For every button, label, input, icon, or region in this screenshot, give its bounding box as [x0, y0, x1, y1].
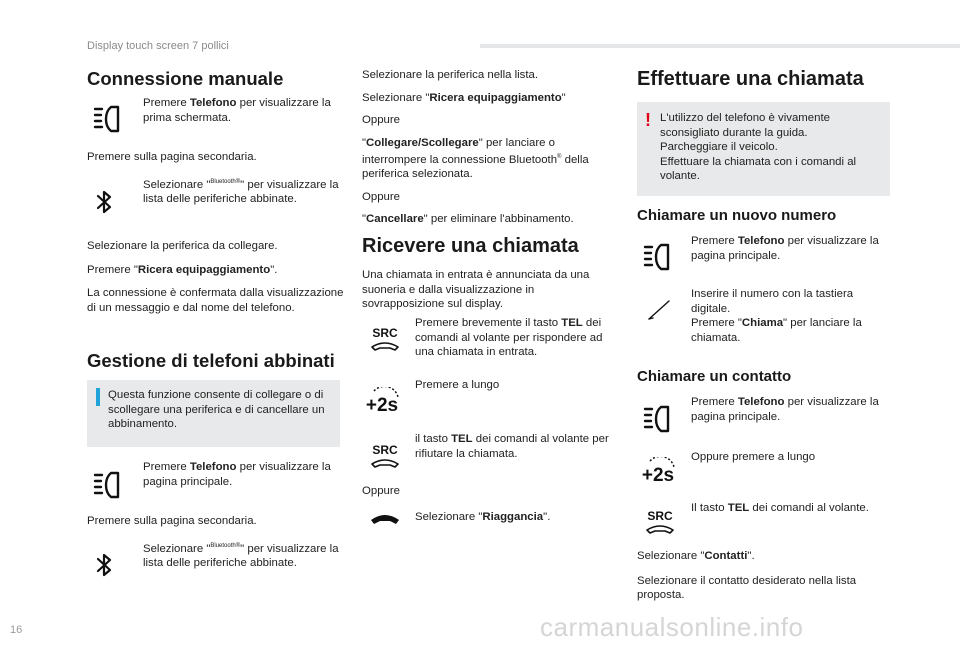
text-select-contact: Selezionare il contatto desiderato nella lista proposta. — [637, 574, 857, 601]
svg-text:SRC: SRC — [647, 509, 673, 523]
text-select-ricera: Selezionare "Ricera equipaggiamento" — [362, 91, 566, 104]
text-cancellare: "Cancellare" per eliminare l'abbinamento. — [362, 213, 574, 226]
text-secondary-page-2: Premere sulla pagina secondaria. — [87, 515, 257, 527]
section-title-paired-phones: Gestione di telefoni abbinati — [87, 350, 335, 371]
info-text: Questa funzione consente di collegare o di scollegare una periferica e di cancellare un abbinamento. — [108, 389, 325, 430]
text-incoming-call-intro: Una chiamata in entrata è annunciata da una suoneria e dalla visualizzazione in sovrapposizione sul display. — [362, 269, 590, 310]
phone-icon — [91, 103, 123, 135]
step-enter-number: Inserire il numero con la tastiera digitale. Premere "Chiama" per lanciare la chiamata. — [691, 288, 862, 344]
step-press-telefono-1: Premere Telefono per visualizzare la prima schermata. — [143, 97, 331, 124]
text-select-device: Selezionare la periferica da collegare. — [87, 240, 278, 252]
text-or-3: Oppure — [362, 485, 400, 497]
step-press-telefono-2: Premere Telefono per visualizzare la pagina principale. — [143, 461, 331, 488]
text-or-2: Oppure — [362, 190, 400, 203]
text-collegare: "Collegare/Scollegare" per lanciare o interrompere la connessione Bluetooth® della periferica selezionata. — [362, 136, 589, 181]
phone-icon — [91, 469, 123, 501]
bluetooth-icon — [96, 552, 114, 578]
watermark: carmanualsonline.info — [540, 612, 804, 642]
step-reject-call: il tasto TEL dei comandi al volante per rifiutare la chiamata. — [415, 433, 609, 460]
text-select-contatti: Selezionare "Contatti". — [637, 550, 755, 562]
text-connection-confirmed: La connessione è confermata dalla visualizzazione di un messaggio e dal nome del telefono. — [87, 287, 344, 314]
svg-text:+2s: +2s — [365, 395, 399, 416]
step-select-bluetooth-1: Selezionare "$^{Bluetooth®}$" per visualizzare la lista delle periferiche abbinate. — [143, 178, 339, 206]
page-number: 16 — [10, 624, 23, 636]
pen-icon — [645, 297, 675, 323]
phone-icon — [641, 403, 673, 435]
src-button-icon — [368, 325, 402, 355]
step-long-press: Premere a lungo — [415, 379, 500, 391]
svg-text:+2s: +2s — [641, 465, 675, 486]
bluetooth-icon — [96, 189, 114, 215]
warning-text: L'utilizzo del telefono è vivamente sconsigliato durante la guida. Parcheggiare il veicolo. Effettuare la chiamata con i comandi al volante. — [660, 112, 857, 182]
text-press-ricera: Premere "Ricera equipaggiamento". — [87, 263, 278, 276]
hang-up-icon — [368, 508, 402, 528]
text-select-in-list: Selezionare la periferica nella lista. — [362, 69, 539, 81]
long-press-2s-icon — [360, 387, 404, 417]
warning-icon: ! — [645, 110, 651, 130]
subsection-contact: Chiamare un contatto — [637, 368, 792, 385]
text-secondary-page-1: Premere sulla pagina secondaria. — [87, 151, 257, 163]
header-rule — [480, 44, 960, 48]
section-title-receive-call: Ricevere una chiamata — [362, 235, 579, 257]
src-button-icon — [368, 442, 402, 472]
svg-text:SRC: SRC — [372, 443, 398, 457]
section-title-manual-connection: Connessione manuale — [87, 68, 284, 89]
running-header: Display touch screen 7 pollici — [87, 40, 229, 52]
phone-icon — [641, 241, 673, 273]
src-button-icon — [643, 508, 677, 538]
step-press-telefono-3: Premere Telefono per visualizzare la pagina principale. — [691, 235, 879, 262]
step-press-telefono-4: Premere Telefono per visualizzare la pagina principale. — [691, 396, 879, 423]
long-press-2s-icon — [636, 457, 680, 487]
step-select-riaggancia: Selezionare "Riaggancia". — [415, 511, 551, 523]
subsection-new-number: Chiamare un nuovo numero — [637, 207, 837, 224]
step-select-bluetooth-2: Selezionare "$^{Bluetooth®}$" per visualizzare la lista delle periferiche abbinate. — [143, 542, 339, 570]
step-tel-key: Il tasto TEL dei comandi al volante. — [691, 502, 869, 514]
step-answer-call: Premere brevemente il tasto TEL dei comandi al volante per rispondere ad una chiamata in entrata. — [415, 317, 603, 358]
info-icon — [96, 388, 100, 406]
section-title-make-call: Effettuare una chiamata — [637, 68, 864, 90]
step-or-long-press: Oppure premere a lungo — [691, 451, 816, 463]
text-or-1: Oppure — [362, 114, 400, 126]
svg-text:SRC: SRC — [372, 326, 398, 340]
